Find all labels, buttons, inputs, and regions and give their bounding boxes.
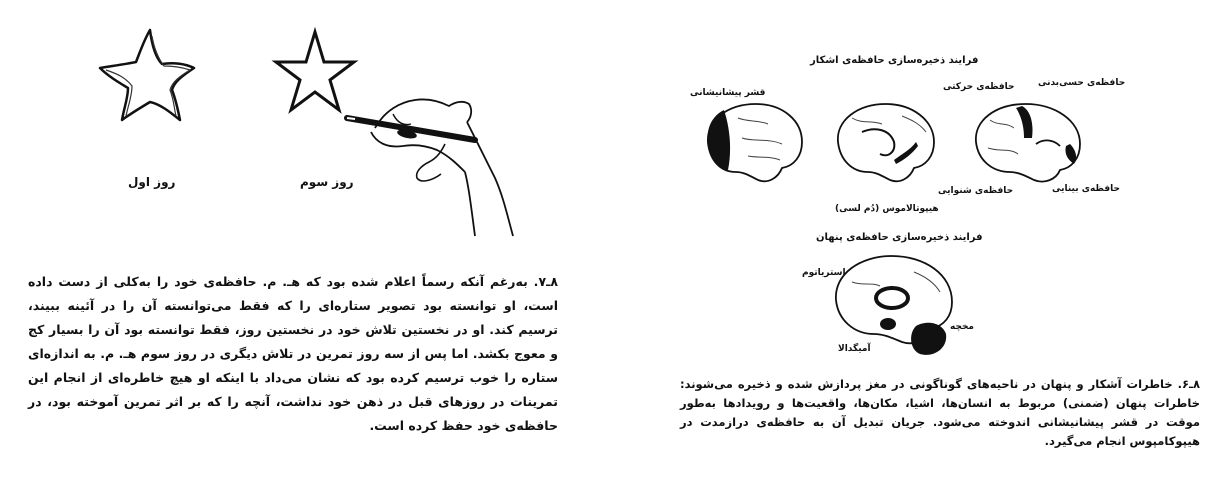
amygdala-label: آمیگدالا	[838, 344, 871, 354]
day3-label: روز سوم	[300, 175, 354, 189]
sensory-memory-label: حافظه‌ی حسی‌بدنی	[1038, 78, 1126, 88]
star-drawing-figure	[0, 0, 590, 482]
striatum-label: استریاتوم	[802, 268, 846, 278]
explicit-memory-title: فرایند ذخیره‌سازی حافظه‌ی اشکار	[810, 55, 979, 66]
hand-with-pen-drawing	[345, 88, 515, 238]
brain-hippocampus-diagram	[832, 98, 942, 188]
day1-label: روز اول	[128, 175, 176, 189]
star-figure-caption: ۸ـ۷. به‌رغم آنکه رسماً اعلام شده بود که هـ. م. حافظه‌ی خود را به‌کلی از دست داده است، او توانسته بود تصویر ستاره‌ای را که فقط می‌توانسته آن را در آئینه ببیند، ترسیم کند. او در نخستین تلاش خود در نخستین روز، فقط توانسته بود آن را بسیار کج و معوج بکشد. اما پس از سه روز تمرین در تلاش دیگری در روز سوم هـ. م. به اندازه‌ای ستاره را خوب ترسیم کرده بود که نشان می‌داد با اینکه او هیچ خاطره‌ای از انجام این تمرینات در روزهای قبل در ذهن خود نداشت، آنچه را که بر اثر تمرین آموخته بود، در حافظه‌ی خود حفظ کرده است.	[28, 274, 558, 433]
clean-star-drawing	[275, 30, 355, 120]
memory-figure-caption: ۸ـ۶. خاطرات آشکار و پنهان در ناحیه‌های گوناگونی در مغز پردازش شده و ذخیره می‌شوند: خاطرات پنهان (ضمنی) مربوط به انسان‌ها، اشیا، مکان‌ها، واقعیت‌ها و رویدادها به‌طور موقت در قشر پیشانیشانی اندوخته می‌شود. جریان تبدیل آن به حافظه‌ی درازمدت در هیپوکامپوس انجام می‌گیرد.	[680, 377, 1200, 448]
brain-prefrontal-diagram	[698, 98, 808, 188]
memory-storage-figure	[620, 0, 1206, 482]
prefrontal-cortex-label: قشر پیشانیشانی	[690, 88, 766, 98]
hippocampus-label: هیپوتالاموس (دُم لسی)	[835, 204, 939, 214]
brain-cortical-areas-diagram	[970, 98, 1090, 188]
visual-memory-label: حافظه‌ی بینایی	[1052, 184, 1120, 194]
implicit-memory-title: فرایند ذخیره‌سازی حافظه‌ی پنهان	[816, 232, 983, 243]
motor-memory-label: حافظه‌ی حرکتی	[943, 82, 1015, 92]
cerebellum-label: مخچه	[950, 322, 975, 332]
auditory-memory-label: حافظه‌ی شنوایی	[938, 186, 1014, 196]
wobbly-star-drawing	[98, 28, 198, 123]
